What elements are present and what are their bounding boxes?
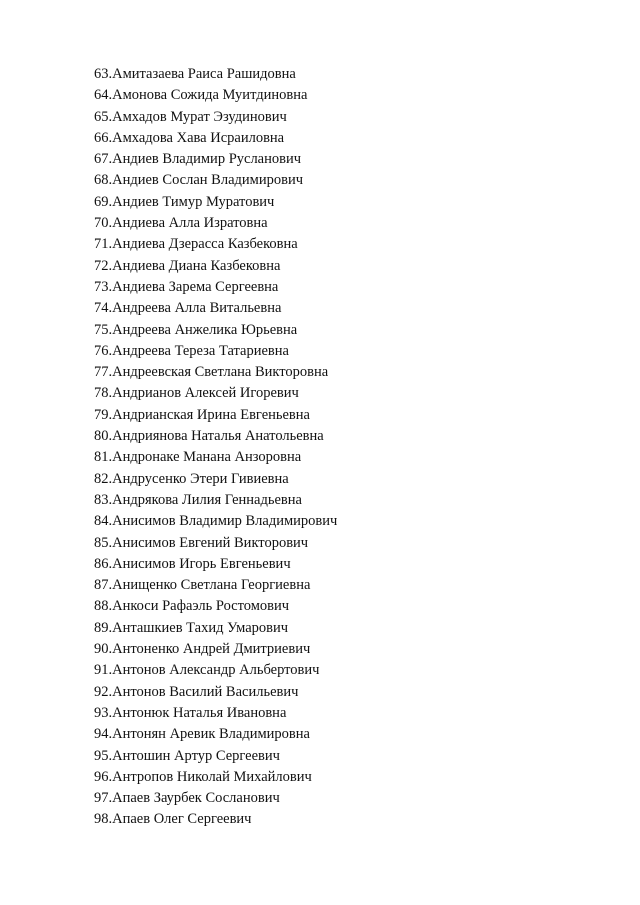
list-item: 83.Андрякова Лилия Геннадьевна [94,491,302,508]
list-item: 74.Андреева Алла Витальевна [94,300,282,317]
list-item: 73.Андиева Зарема Сергеевна [94,278,279,295]
list-item: 97.Апаев Заурбек Сосланович [94,790,280,807]
list-item: 79.Андрианская Ирина Евгеньевна [94,406,310,423]
list-item: 89.Анташкиев Тахид Умарович [94,619,289,636]
list-item: 92.Антонов Василий Васильевич [94,683,299,700]
list-item: 72.Андиева Диана Казбековна [94,257,281,274]
list-item: 64.Амонова Сожида Муитдиновна [94,87,308,104]
list-item: 77.Андреевская Светлана Викторовна [94,364,329,381]
list-item: 86.Анисимов Игорь Евгеньевич [94,555,291,572]
list-item: 91.Антонов Александр Альбертович [94,662,320,679]
list-item: 67.Андиев Владимир Русланович [94,151,302,168]
list-item: 98.Апаев Олег Сергеевич [94,811,252,828]
list-item: 76.Андреева Тереза Татариевна [94,342,289,359]
list-item: 71.Андиева Дзерасса Казбековна [94,236,298,253]
list-item: 68.Андиев Сослан Владимирович [94,172,303,189]
list-item: 94.Антонян Аревик Владимировна [94,726,310,743]
list-item: 82.Андрусенко Этери Гивиевна [94,470,289,487]
list-item: 75.Андреева Анжелика Юрьевна [94,321,298,338]
list-item: 87.Анищенко Светлана Георгиевна [94,577,311,594]
list-item: 93.Антонюк Наталья Ивановна [94,704,287,721]
list-item: 90.Антоненко Андрей Дмитриевич [94,641,311,658]
name-list [94,64,337,831]
list-item: 65.Амхадов Мурат Эзудинович [94,108,287,125]
list-item: 66.Амхадова Хава Исраиловна [94,129,285,146]
list-item: 84.Анисимов Владимир Владимирович [94,513,338,530]
list-item: 88.Анкоси Рафаэль Ростомович [94,598,290,615]
list-item: 70.Андиева Алла Изратовна [94,215,268,232]
list-item: 69.Андиев Тимур Муратович [94,193,275,210]
list-item: 80.Андриянова Наталья Анатольевна [94,428,324,445]
list-item: 81.Андронаке Манана Анзоровна [94,449,302,466]
list-item: 96.Антропов Николай Михайлович [94,768,312,785]
list-item: 78.Андрианов Алексей Игоревич [94,385,299,402]
list-item: 85.Анисимов Евгений Викторович [94,534,309,551]
list-item: 63.Амитазаева Раиса Рашидовна [94,66,296,82]
list-item: 95.Антошин Артур Сергеевич [94,747,280,764]
